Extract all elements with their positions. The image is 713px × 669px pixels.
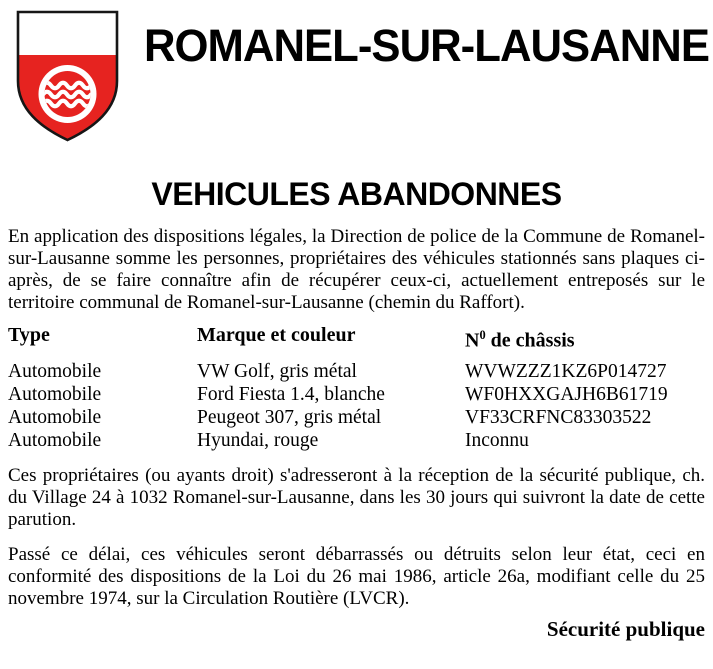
chassis-header-superscript: 0: [479, 328, 486, 342]
municipality-title: ROMANEL-SUR-LAUSANNE: [144, 20, 709, 71]
vehicle-chassis-cell: VF33CRFNC83303522: [465, 406, 652, 428]
vehicle-chassis-cell: WF0HXXGAJH6B61719: [465, 383, 668, 405]
vehicle-type-cell: Automobile: [8, 383, 102, 405]
vehicle-chassis-cell: WVWZZZ1KZ6P014727: [465, 360, 667, 382]
vehicle-brand-cell: VW Golf, gris métal: [197, 360, 357, 382]
chassis-header-rest: de châssis: [485, 329, 575, 352]
signature: Sécurité publique: [546, 616, 705, 641]
vehicle-type-cell: Automobile: [8, 406, 102, 428]
vehicle-type-cell: Automobile: [8, 429, 102, 451]
vehicle-brand-cell: Ford Fiesta 1.4, blanche: [197, 383, 385, 405]
column-header-brand-color: Marque et couleur: [197, 324, 356, 346]
vehicle-type-cell: Automobile: [8, 360, 102, 382]
intro-paragraph: En application des dispositions légales, la Direction de police de la Commune de Romanel-sur-Lausanne somme les personnes, propriétaires des véhicules stationnés sans plaques ci-après, de se faire connaître afin de récupérer ceux-ci, actuellement entreposés sur le territoire communal de Romanel-sur-Lausanne (chemin du Raffort).: [8, 226, 705, 313]
coat-of-arms-icon: [14, 8, 121, 146]
notice-header: [0, 0, 713, 148]
vehicles-table: [8, 324, 705, 452]
claim-paragraph: Ces propriétaires (ou ayants droit) s'adresseront à la réception de la sécurité publique, ch. du Village 24 à 1032 Romanel-sur-Lausanne, dans les 30 jours qui suivront la date de cette parution.: [8, 464, 705, 530]
chassis-header-prefix: N: [465, 329, 480, 352]
vehicle-brand-cell: Peugeot 307, gris métal: [197, 406, 382, 428]
notice-title: VEHICULES ABANDONNES: [151, 176, 562, 212]
column-header-type: Type: [8, 324, 50, 346]
vehicle-brand-cell: Hyundai, rouge: [197, 429, 319, 451]
vehicle-chassis-cell: Inconnu: [465, 429, 529, 451]
deadline-paragraph: Passé ce délai, ces véhicules seront débarrassés ou détruits selon leur état, ceci en conformité des dispositions de la Loi du 26 mai 1986, article 26a, modifiant celle du 25 novembre 1974, sur la Circulation Routière (LVCR).: [8, 543, 705, 609]
column-header-chassis: [465, 324, 705, 360]
